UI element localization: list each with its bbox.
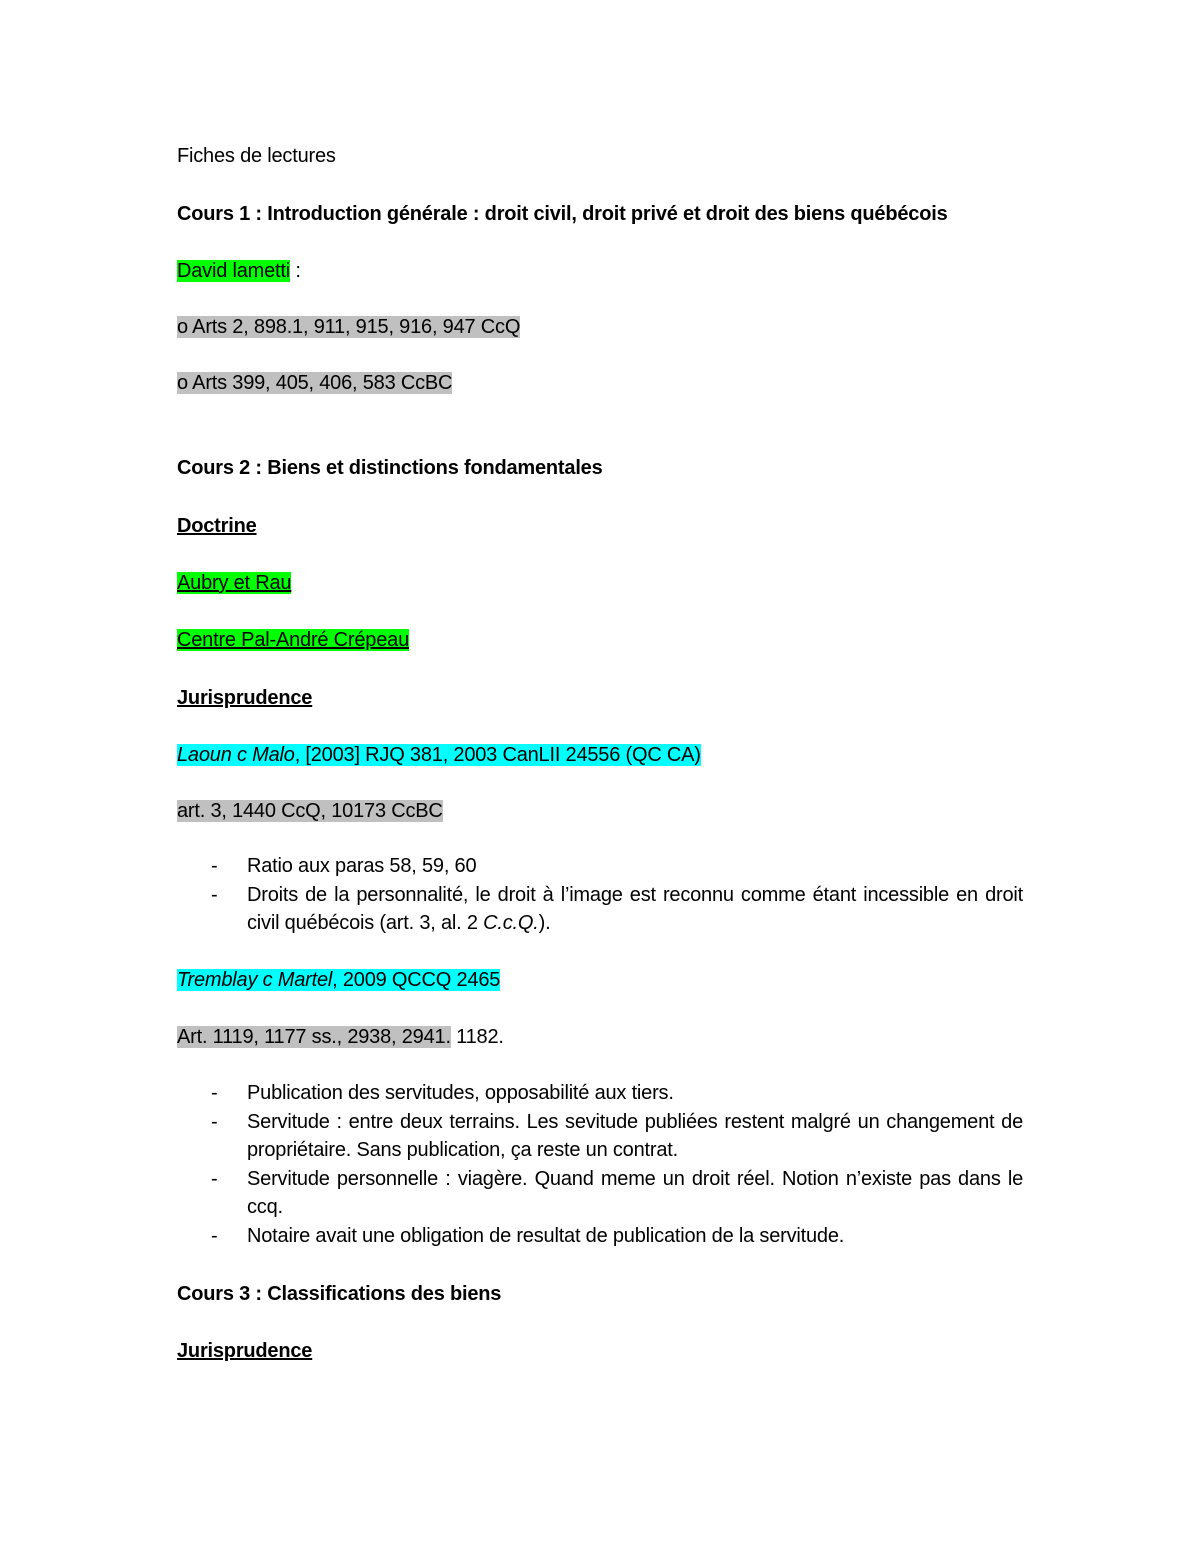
- case1-articles-text: art. 3, 1440 CcQ, 10173 CcBC: [177, 800, 443, 822]
- list-item: [177, 1165, 1023, 1221]
- case1-articles: [177, 797, 443, 825]
- list-item: [177, 852, 1023, 880]
- case2-articles-rest: 1182.: [450, 1026, 504, 1048]
- list-item: [177, 1222, 1023, 1250]
- jurisprudence-label: Jurisprudence: [177, 687, 313, 709]
- case2-citation-line: [177, 966, 500, 994]
- arts-ccbc-text: o Arts 399, 405, 406, 583 CcBC: [177, 372, 453, 394]
- list-item: [177, 1108, 1023, 1164]
- case1-name: Laoun c Malo: [177, 744, 295, 766]
- list-item-text: Ratio aux paras 58, 59, 60: [247, 855, 477, 877]
- cours1-heading: Cours 1 : Introduction générale : droit civil, droit privé et droit des biens québécois: [177, 203, 948, 225]
- doctrine-item: [177, 569, 291, 597]
- cours2-heading: Cours 2 : Biens et distinctions fondamentales: [177, 457, 603, 479]
- list-item-text: Notaire avait une obligation de resultat de publication de la servitude.: [247, 1225, 845, 1247]
- cours1-author-line: [177, 257, 301, 285]
- list-item: [177, 1079, 1023, 1107]
- list-item-text: Publication des servitudes, opposabilité aux tiers.: [247, 1082, 674, 1104]
- cours3-jurisprudence-label: Jurisprudence: [177, 1340, 313, 1362]
- list-item-text: Servitude personnelle : viagère. Quand meme un droit réel. Notion n’existe pas dans le ccq.: [247, 1168, 1023, 1218]
- bullet-marker: -: [211, 855, 218, 877]
- cours1-arts-ccbc: [177, 369, 452, 397]
- bullet-marker: -: [211, 1225, 218, 1247]
- case2-name: Tremblay c Martel: [177, 969, 333, 991]
- cours3-heading: Cours 3 : Classifications des biens: [177, 1283, 502, 1305]
- bullet-marker: -: [211, 1168, 218, 1190]
- case2-articles-highlighted: Art. 1119, 1177 ss., 2938, 2941.: [177, 1026, 451, 1048]
- case1-citation-line: [177, 741, 701, 769]
- list-item-text: Servitude : entre deux terrains. Les sevitude publiées restent malgré un changement de propriétaire. Sans publication, ça reste un contrat.: [247, 1111, 1023, 1161]
- arts-ccq-text: o Arts 2, 898.1, 911, 915, 916, 947 CcQ: [177, 316, 521, 338]
- doctrine-item-text: Centre Pal-André Crépeau: [177, 629, 409, 651]
- bullet-marker: -: [211, 884, 218, 906]
- list-item: [177, 881, 1023, 937]
- doctrine-label: Doctrine: [177, 515, 257, 537]
- bullet-marker: -: [211, 1111, 218, 1133]
- document-title: Fiches de lectures: [177, 145, 336, 167]
- author-suffix: :: [290, 260, 301, 282]
- cours1-arts-ccq: [177, 313, 520, 341]
- doctrine-item: [177, 626, 409, 654]
- doctrine-item-text: Aubry et Rau: [177, 572, 292, 594]
- bullet-marker: -: [211, 1082, 218, 1104]
- case2-articles: [177, 1023, 504, 1051]
- case1-citation: , [2003] RJQ 381, 2003 CanLII 24556 (QC CA): [294, 744, 701, 766]
- list-item-text: Droits de la personnalité, le droit à l’image est reconnu comme étant incessible en droit civil québécois (art. 3, al. 2 C.c.Q.).: [247, 884, 1023, 934]
- case2-citation: , 2009 QCCQ 2465: [332, 969, 501, 991]
- author-name: David lametti: [177, 260, 290, 282]
